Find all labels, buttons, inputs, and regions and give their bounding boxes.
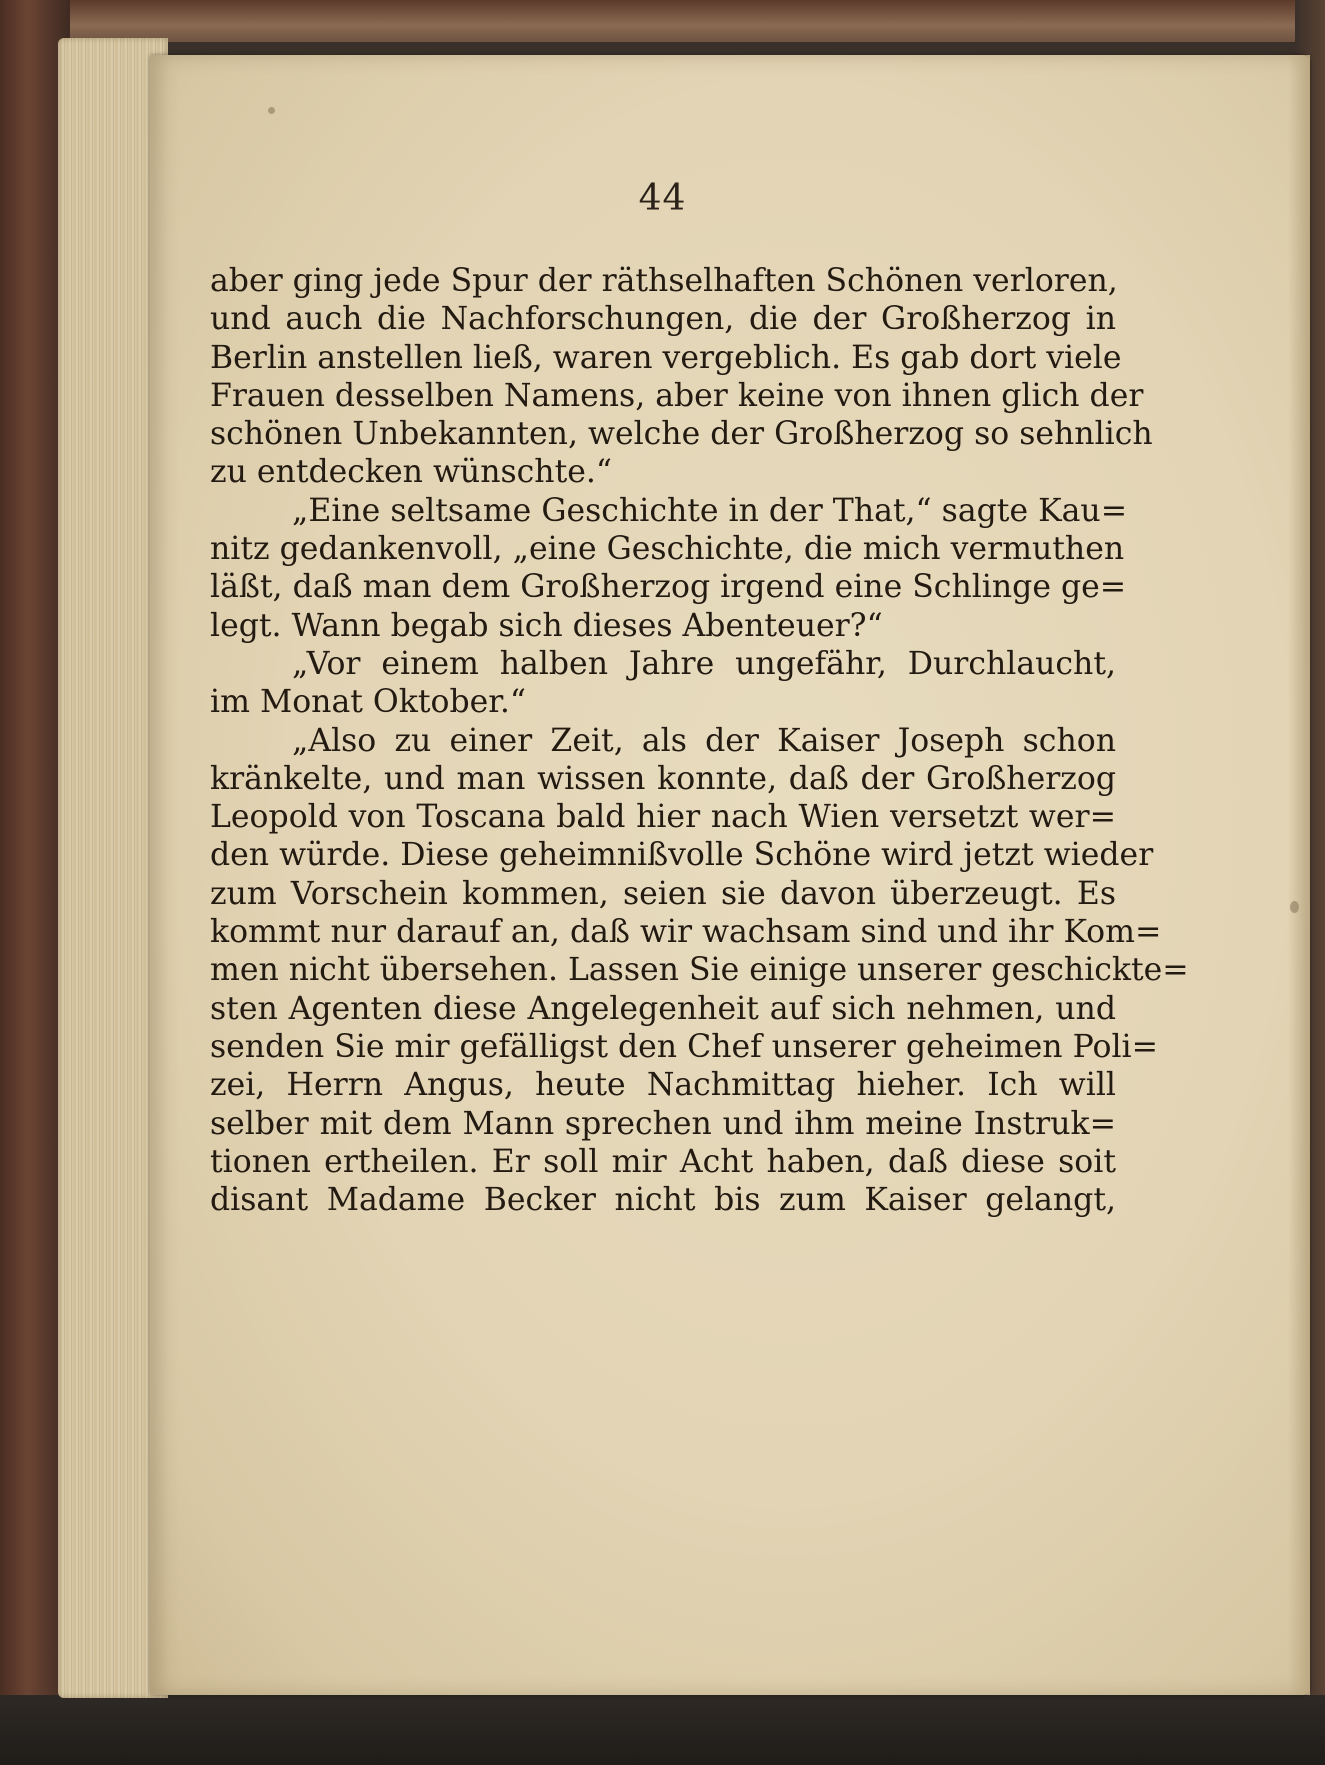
- text-line: sten Agenten diese Angelegenheit auf sich nehmen, und: [210, 990, 1116, 1027]
- text-line: tionen ertheilen. Er soll mir Acht haben, daß diese soit: [210, 1143, 1116, 1180]
- book-cover-top: [0, 0, 1325, 42]
- text-line: selber mit dem Mann sprechen und ihm meine Instruk=: [210, 1105, 1116, 1142]
- text-line: den würde. Diese geheimnißvolle Schöne wird jetzt wieder: [210, 837, 1154, 874]
- text-line: zei, Herrn Angus, heute Nachmittag hieher. Ich will: [210, 1067, 1116, 1104]
- text-line: „Eine seltsame Geschichte in der That,“ sagte Kau=: [292, 492, 1128, 529]
- book-cover-bottom: [0, 1695, 1325, 1765]
- paper-spot: [268, 107, 275, 114]
- text-line: läßt, daß man dem Großherzog irgend eine Schlinge ge=: [210, 569, 1127, 606]
- page-right-edge: [1288, 55, 1310, 1695]
- text-line: Leopold von Toscana bald hier nach Wien versetzt wer=: [210, 799, 1116, 836]
- page-number: 44: [638, 178, 687, 219]
- text-line: „Also zu einer Zeit, als der Kaiser Joseph schon: [292, 722, 1116, 759]
- text-line: im Monat Oktober.“: [210, 684, 526, 721]
- text-line: kommt nur darauf an, daß wir wachsam sind und ihr Kom=: [210, 914, 1162, 951]
- body-text: [210, 262, 1189, 1219]
- text-line: zu entdecken wünschte.“: [210, 454, 613, 491]
- paper-spot: [1290, 901, 1299, 913]
- text-line: „Vor einem halben Jahre ungefähr, Durchlaucht,: [292, 645, 1116, 682]
- text-line: disant Madame Becker nicht bis zum Kaiser gelangt,: [210, 1182, 1116, 1219]
- text-line: Berlin anstellen ließ, waren vergeblich. Es gab dort viele: [210, 339, 1122, 376]
- text-line: aber ging jede Spur der räthselhaften Schönen verloren,: [210, 263, 1118, 299]
- text-line: senden Sie mir gefälligst den Chef unserer geheimen Poli=: [210, 1028, 1158, 1065]
- text-line: und auch die Nachforschungen, die der Großherzog in: [210, 301, 1116, 338]
- text-line: Frauen desselben Namens, aber keine von ihnen glich der: [210, 377, 1144, 414]
- text-line: kränkelte, und man wissen konnte, daß der Großherzog: [210, 760, 1116, 797]
- text-line: schönen Unbekannten, welche der Großherzog so sehnlich: [210, 416, 1153, 453]
- text-line: legt. Wann begab sich dieses Abenteuer?“: [210, 607, 883, 644]
- text-line: men nicht übersehen. Lassen Sie einige unserer geschickte=: [210, 952, 1189, 989]
- text-line: zum Vorschein kommen, seien sie davon überzeugt. Es: [210, 875, 1116, 912]
- text-line: nitz gedankenvoll, „eine Geschichte, die mich vermuthen: [210, 531, 1125, 568]
